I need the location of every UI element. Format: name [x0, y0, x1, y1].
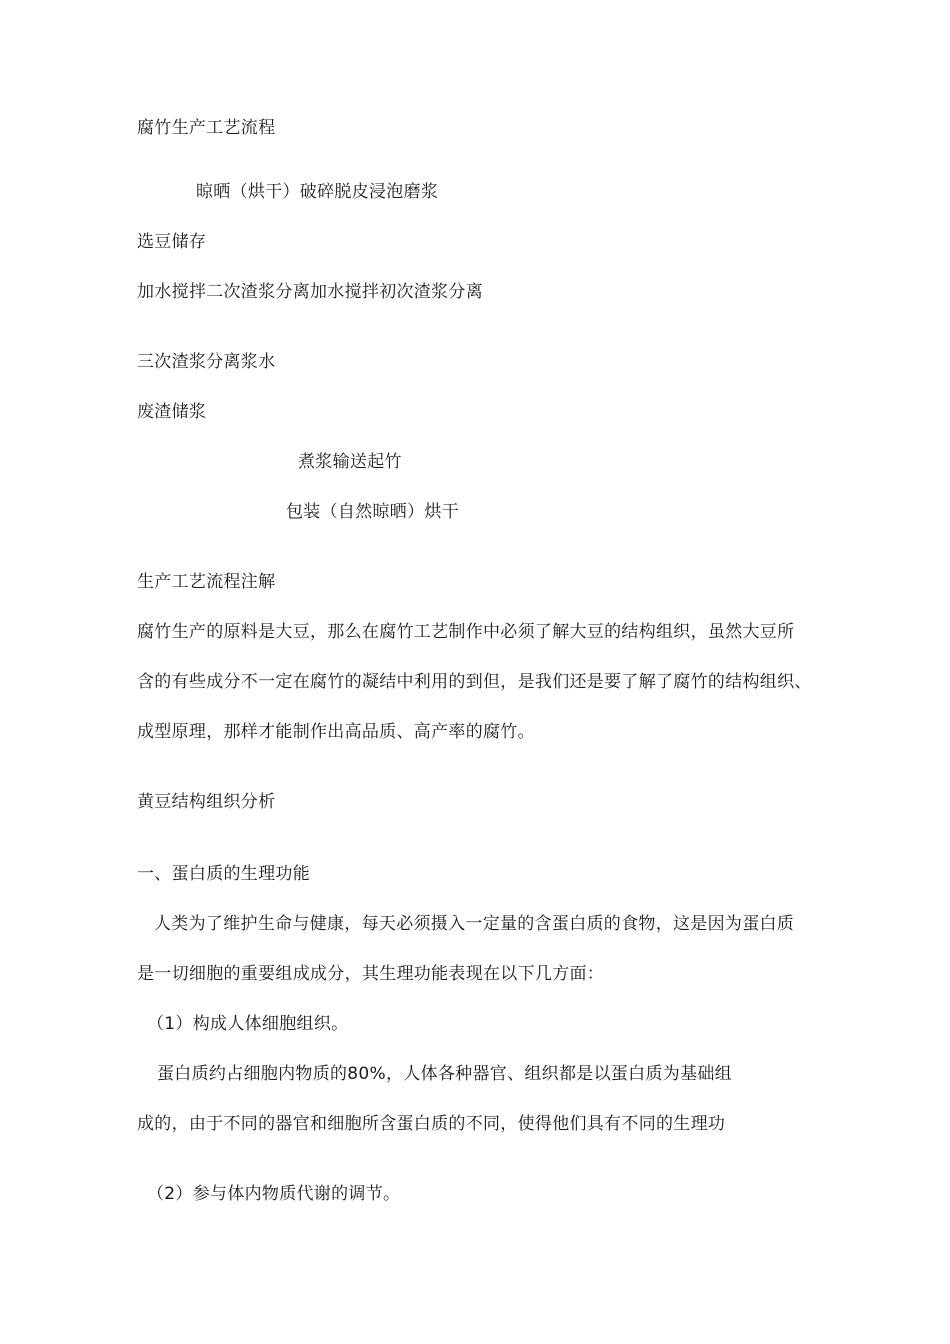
flow-row-third-separation: 三次渣浆分离浆水	[137, 352, 276, 372]
item2-title: （2）参与体内物质代谢的调节。	[147, 1184, 401, 1204]
item1-para-line-1: 蛋白质约占细胞内物质的80%，人体各种器官、组织都是以蛋白质为基础组	[157, 1064, 732, 1084]
flow-row-separation: 加水搅拌二次渣浆分离加水搅拌初次渣浆分离	[137, 282, 483, 302]
notes-heading: 生产工艺流程注解	[137, 572, 276, 592]
section1-heading: 一、蛋白质的生理功能	[137, 864, 310, 884]
item1-title: （1）构成人体细胞组织。	[147, 1014, 349, 1034]
flow-row-boiling: 煮浆输送起竹	[298, 452, 402, 472]
flow-row-drying: 晾晒（烘干）破碎脱皮浸泡磨浆	[196, 182, 439, 202]
intro-line-3: 成型原理，那样才能制作出高品质、高产率的腐竹。	[137, 722, 535, 742]
flow-row-waste: 废渣储浆	[137, 402, 207, 422]
intro-line-2: 含的有些成分不一定在腐竹的凝结中利用的到但，是我们还是要了解了腐竹的结构组织、	[137, 672, 812, 692]
flow-row-selection: 选豆储存	[137, 232, 207, 252]
intro-line-1: 腐竹生产的原料是大豆，那么在腐竹工艺制作中必须了解大豆的结构组织，虽然大豆所	[137, 622, 795, 642]
section1-para-line-2: 是一切细胞的重要组成成分，其生理功能表现在以下几方面：	[137, 964, 605, 984]
section1-para-line-1: 人类为了维护生命与健康，每天必须摄入一定量的含蛋白质的食物，这是因为蛋白质	[154, 914, 795, 934]
document-title: 腐竹生产工艺流程	[137, 118, 276, 138]
flow-row-packaging: 包装（自然晾晒）烘干	[286, 502, 459, 522]
analysis-heading: 黄豆结构组织分析	[137, 792, 276, 812]
item1-para-line-2: 成的，由于不同的器官和细胞所含蛋白质的不同，使得他们具有不同的生理功	[137, 1114, 726, 1134]
